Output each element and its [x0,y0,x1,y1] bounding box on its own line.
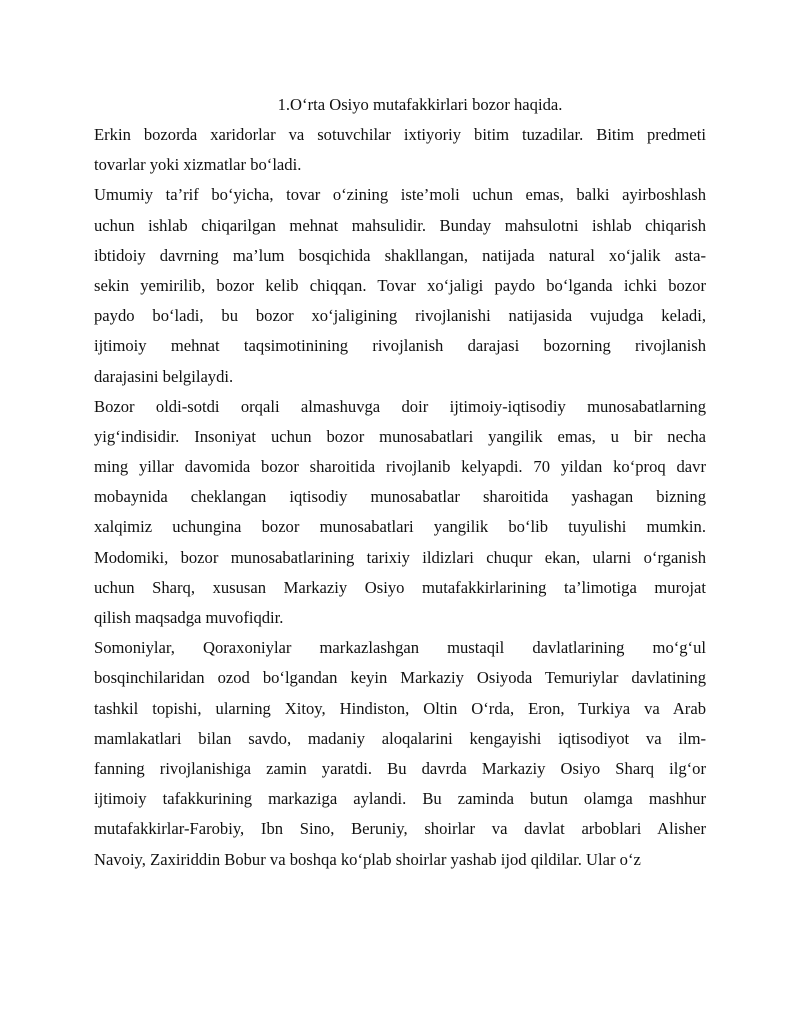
paragraph-line: uchun Sharq, xususan Markaziy Osiyo mutafakkirlarining ta’limotiga murojat [94,577,706,597]
paragraph-line: ijtimoiy mehnat taqsimotinining rivojlanish darajasi bozorning rivojlanish [94,336,706,356]
document-page [94,90,706,875]
paragraph-line: mamlakatlari bilan savdo, madaniy aloqalarini kengayishi iqtisodiyot va ilm- [94,728,706,748]
paragraph-line: ijtimoiy tafakkurining markaziga aylandi. Bu zaminda butun olamga mashhur [94,789,706,809]
paragraph [94,120,706,180]
paragraph [94,180,706,391]
paragraph-line: tovarlar yoki xizmatlar bo‘ladi. [94,155,302,175]
paragraph-line: mutafakkirlar-Farobiy, Ibn Sino, Beruniy, shoirlar va davlat arboblari Alisher [94,819,706,839]
paragraph-line: yig‘indisidir. Insoniyat uchun bozor munosabatlari yangilik emas, u bir necha [94,426,706,446]
paragraph-line: Somoniylar, Qoraxoniylar markazlashgan mustaqil davlatlarining mo‘g‘ul [94,638,706,658]
paragraph-line: ibtidoiy davrning ma’lum bosqichida shakllangan, natijada natural xo‘jalik asta- [94,245,706,265]
paragraph-line: Navoiy, Zaxiriddin Bobur va boshqa ko‘plab shoirlar yashab ijod qildilar. Ular o‘z [94,849,641,869]
paragraph-line: paydo bo‘ladi, bu bozor xo‘jaligining rivojlanishi natijasida vujudga keladi, [94,306,706,326]
paragraph [94,392,706,634]
paragraph-line: fanning rivojlanishiga zamin yaratdi. Bu davrda Markaziy Osiyo Sharq ilg‘or [94,758,706,778]
paragraph-line: tashkil topishi, ularning Xitoy, Hindiston, Oltin O‘rda, Eron, Turkiya va Arab [94,698,706,718]
page-title: 1.O‘rta Osiyo mutafakkirlari bozor haqida. [277,95,563,114]
paragraph [94,633,706,875]
paragraph-line: Bozor oldi-sotdi orqali almashuvga doir ijtimoiy-iqtisodiy munosabatlarning [94,396,706,416]
document-body [94,120,706,875]
paragraph-line: sekin yemirilib, bozor kelib chiqqan. Tovar xo‘jaligi paydo bo‘lganda ichki bozor [94,275,706,295]
paragraph-line: Umumiy ta’rif bo‘yicha, tovar o‘zining iste’moli uchun emas, balki ayirboshlash [94,185,706,205]
paragraph-line: mobaynida cheklangan iqtisodiy munosabatlar sharoitida yashagan bizning [94,487,706,507]
paragraph-line: qilish maqsadga muvofiqdir. [94,608,284,627]
paragraph-line: uchun ishlab chiqarilgan mehnat mahsulidir. Bunday mahsulotni ishlab chiqarish [94,215,706,235]
paragraph-line: ming yillar davomida bozor sharoitida rivojlanib kelyapdi. 70 yildan ko‘proq davr [94,457,706,477]
paragraph-line: xalqimiz uchungina bozor munosabatlari yangilik bo‘lib tuyulishi mumkin. [94,517,706,537]
paragraph-line: darajasini belgilaydi. [94,366,234,386]
paragraph-line: Erkin bozorda xaridorlar va sotuvchilar ixtiyoriy bitim tuzadilar. Bitim predmeti [94,125,706,144]
paragraph-line: Modomiki, bozor munosabatlarining tarixiy ildizlari chuqur ekan, ularni o‘rganish [94,547,706,567]
paragraph-line: bosqinchilaridan ozod bo‘lgandan keyin Markaziy Osiyoda Temuriylar davlatining [94,668,706,688]
